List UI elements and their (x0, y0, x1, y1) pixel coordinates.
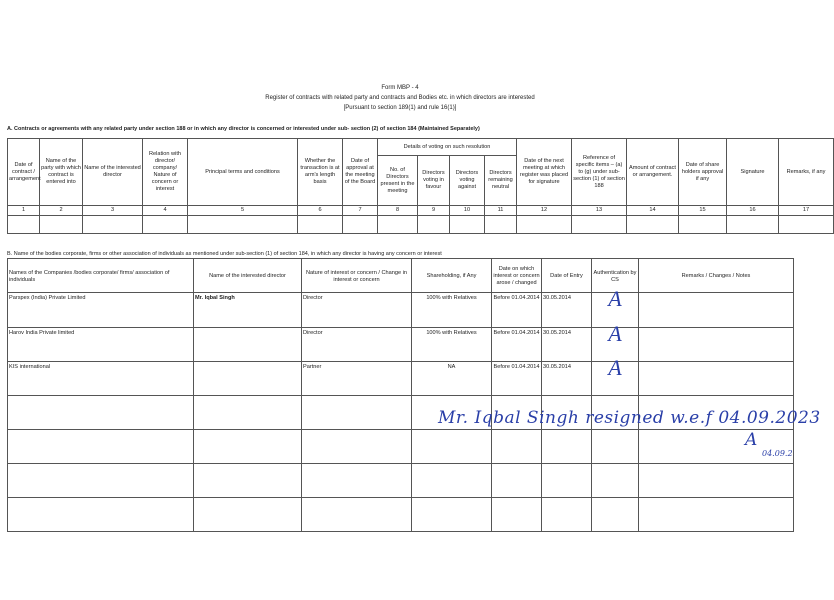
nature-value: Director (302, 328, 412, 362)
handwritten-initials: A (745, 430, 758, 450)
hdr-date-approval: Date of approval at the meeting of the Board (343, 139, 378, 206)
hdr-company-names: Names of the Companies /bodies corporate/ firms/ association of individuals (8, 259, 194, 293)
col-number: 14 (627, 206, 679, 216)
company-name: KIS international (8, 362, 194, 396)
col-number: 15 (679, 206, 727, 216)
hdr-signature: Signature (727, 139, 779, 206)
col-number: 16 (727, 206, 779, 216)
company-name: Parspex (India) Private Limited (8, 293, 194, 328)
col-number: 17 (779, 206, 834, 216)
col-number: 5 (188, 206, 298, 216)
hdr-amount: Amount of contract or arrangement. (627, 139, 679, 206)
form-pursuant: [Pursuant to section 189(1) and rule 16(1)] (343, 105, 457, 111)
date-arose-value: Before 01.04.2014 (492, 293, 542, 328)
hdr-nature: Nature of interest or concern / Change in interest or concern (302, 259, 412, 293)
hdr-arms-length: Whether the transaction is at arm's length basis (298, 139, 343, 206)
hdr-voting-against: Directors voting against (450, 156, 485, 206)
authentication-signature: A (592, 362, 639, 396)
col-number: 10 (450, 206, 485, 216)
section-b-title: B. Name of the bodies corporate, firms or other association of individuals as mentioned under sub-section (1) of section 184, in which any director is having any concern or interest (7, 251, 442, 257)
hdr-remaining-neutral: Directors remaining neutral (485, 156, 517, 206)
shareholding-value: 100% with Relatives (412, 328, 492, 362)
col-number: 13 (572, 206, 627, 216)
col-number: 7 (343, 206, 378, 216)
empty-row (8, 498, 794, 532)
shareholding-value: 100% with Relatives (412, 293, 492, 328)
handwritten-resignation-note: Mr. Iqbal Singh resigned w.e.f 04.09.2023 (438, 408, 821, 428)
hdr-authentication: Authentication by CS (592, 259, 639, 293)
col-number: 4 (143, 206, 188, 216)
nature-value: Director (302, 293, 412, 328)
col-number: 11 (485, 206, 517, 216)
hdr-date-entry: Date of Entry (542, 259, 592, 293)
col-number: 2 (40, 206, 83, 216)
company-name: Harov India Private limited (8, 328, 194, 362)
hdr-voting-favour: Directors voting in favour (418, 156, 450, 206)
hdr-reference: Reference of specific items – (a) to (g) under sub-section (1) of section 188 (572, 139, 627, 206)
hdr-interested-director: Name of the interested director (83, 139, 143, 206)
hdr-shareholding: Shareholding, if Any (412, 259, 492, 293)
hdr-remarks: Remarks, if any (779, 139, 834, 206)
col-number: 8 (378, 206, 418, 216)
hdr-no-directors: No. of Directors present in the meeting (378, 156, 418, 206)
director-name: Mr. Iqbal Singh (194, 293, 302, 328)
date-entry-value: 30.05.2014 (542, 362, 592, 396)
col-number: 12 (517, 206, 572, 216)
col-number: 9 (418, 206, 450, 216)
hdr-date-change: Date on which interest or concern arose / changed (492, 259, 542, 293)
table-row (8, 328, 794, 362)
empty-row (8, 216, 834, 234)
date-entry-value: 30.05.2014 (542, 293, 592, 328)
section-a-title: A. Contracts or agreements with any related party under section 188 or in which any director is concerned or interested under sub- section (2) of section 184 (Maintained Separately) (7, 126, 480, 132)
hdr-date-contract: Date of contract / arrangement (8, 139, 40, 206)
form-title: Form MBP - 4 (381, 85, 419, 91)
column-number-row (8, 206, 834, 216)
handwritten-date: 04.09.2 (762, 449, 793, 458)
date-arose-value: Before 01.04.2014 (492, 328, 542, 362)
empty-row (8, 464, 794, 498)
col-number: 6 (298, 206, 343, 216)
col-number: 1 (8, 206, 40, 216)
director-name (194, 328, 302, 362)
contracts-table (7, 138, 834, 234)
hdr-remarks-b: Remarks / Changes / Notes (639, 259, 794, 293)
authentication-signature: A (592, 293, 639, 328)
col-number: 3 (83, 206, 143, 216)
hdr-relation: Relation with director/ company/ Nature of concern or interest (143, 139, 188, 206)
hdr-principal-terms: Principal terms and conditions (188, 139, 298, 206)
empty-row (8, 430, 794, 464)
bodies-corporate-table (7, 258, 794, 532)
hdr-next-meeting: Date of the next meeting at which register was placed for signature (517, 139, 572, 206)
form-subtitle: Register of contracts with related party and contracts and Bodies etc. in which directors are interested (265, 95, 535, 101)
hdr-share-holders: Date of share holders approval if any (679, 139, 727, 206)
table-row (8, 362, 794, 396)
hdr-party-name: Name of the party with which contract is entered into (40, 139, 83, 206)
date-entry-value: 30.05.2014 (542, 328, 592, 362)
hdr-director-name: Name of the interested director (194, 259, 302, 293)
date-arose-value: Before 01.04.2014 (492, 362, 542, 396)
shareholding-value: NA (412, 362, 492, 396)
table-row (8, 293, 794, 328)
hdr-voting-details: Details of voting on such resolution (378, 139, 517, 156)
director-name (194, 362, 302, 396)
authentication-signature: A (592, 328, 639, 362)
nature-value: Partner (302, 362, 412, 396)
